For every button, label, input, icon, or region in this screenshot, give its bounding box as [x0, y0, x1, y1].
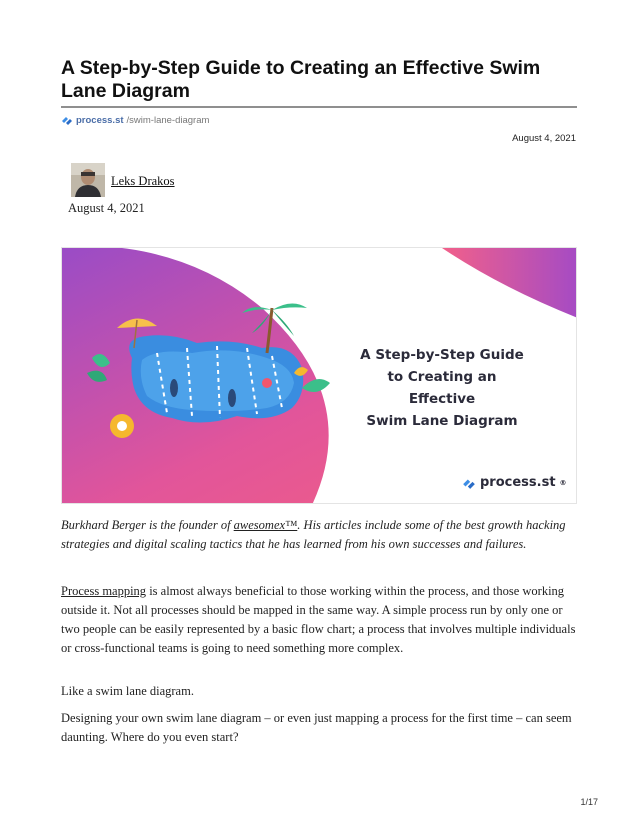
title-divider — [61, 106, 577, 108]
hero-headline — [352, 344, 532, 432]
hero-line-2: to Creating an Effective — [387, 369, 497, 407]
source-domain: process.st — [76, 114, 124, 126]
source-path: /swim-lane-diagram — [126, 114, 210, 126]
hero-brand-name: process.st — [480, 475, 556, 490]
paragraph-designing: Designing your own swim lane diagram – or even just mapping a process for the first time – can seem daunting. Where do you even start? — [61, 711, 572, 744]
awesomex-link[interactable]: awesomex™ — [233, 518, 298, 532]
hero-line-3: Swim Lane Diagram — [366, 413, 518, 429]
process-mapping-link[interactable]: Process mapping — [61, 584, 147, 598]
hero-brand-logo — [462, 475, 567, 490]
source-url[interactable] — [61, 114, 209, 126]
author-intro-paragraph — [61, 516, 579, 554]
author-date: August 4, 2021 — [68, 201, 145, 215]
intro-text-pre: Burkhard Berger is the founder of — [61, 518, 234, 532]
page-number: 1/17 — [580, 797, 598, 807]
article-title: A Step-by-Step Guide to Creating an Effective Swim Lane Diagram — [61, 57, 541, 102]
publish-date: August 4, 2021 — [512, 133, 576, 144]
hero-line-1: A Step-by-Step Guide — [360, 347, 524, 363]
author-name-link[interactable]: Leks Drakos — [111, 174, 175, 188]
paragraph-process-mapping — [61, 582, 579, 658]
hero-brand-mark: ® — [559, 478, 567, 487]
process-st-logo-icon — [61, 114, 73, 126]
author-avatar — [71, 163, 105, 197]
paragraph-1-text: is almost always beneficial to those working within the process, and those working outside it. Not all processes should be mapped in the same way. A simple process run by only one or two people can be easily represented by a basic flow chart; a process that involves multiple individuals or cross-functional teams is going to need something more complex. — [61, 584, 576, 655]
paragraph-swim-lane: Like a swim lane diagram. — [61, 684, 194, 698]
hero-image — [61, 247, 577, 504]
process-st-logo-icon — [462, 476, 476, 490]
intro-text-post: . His articles include some of the best growth hacking strategies and digital scaling tactics that he has learned from his own successes and failures. — [61, 518, 566, 551]
